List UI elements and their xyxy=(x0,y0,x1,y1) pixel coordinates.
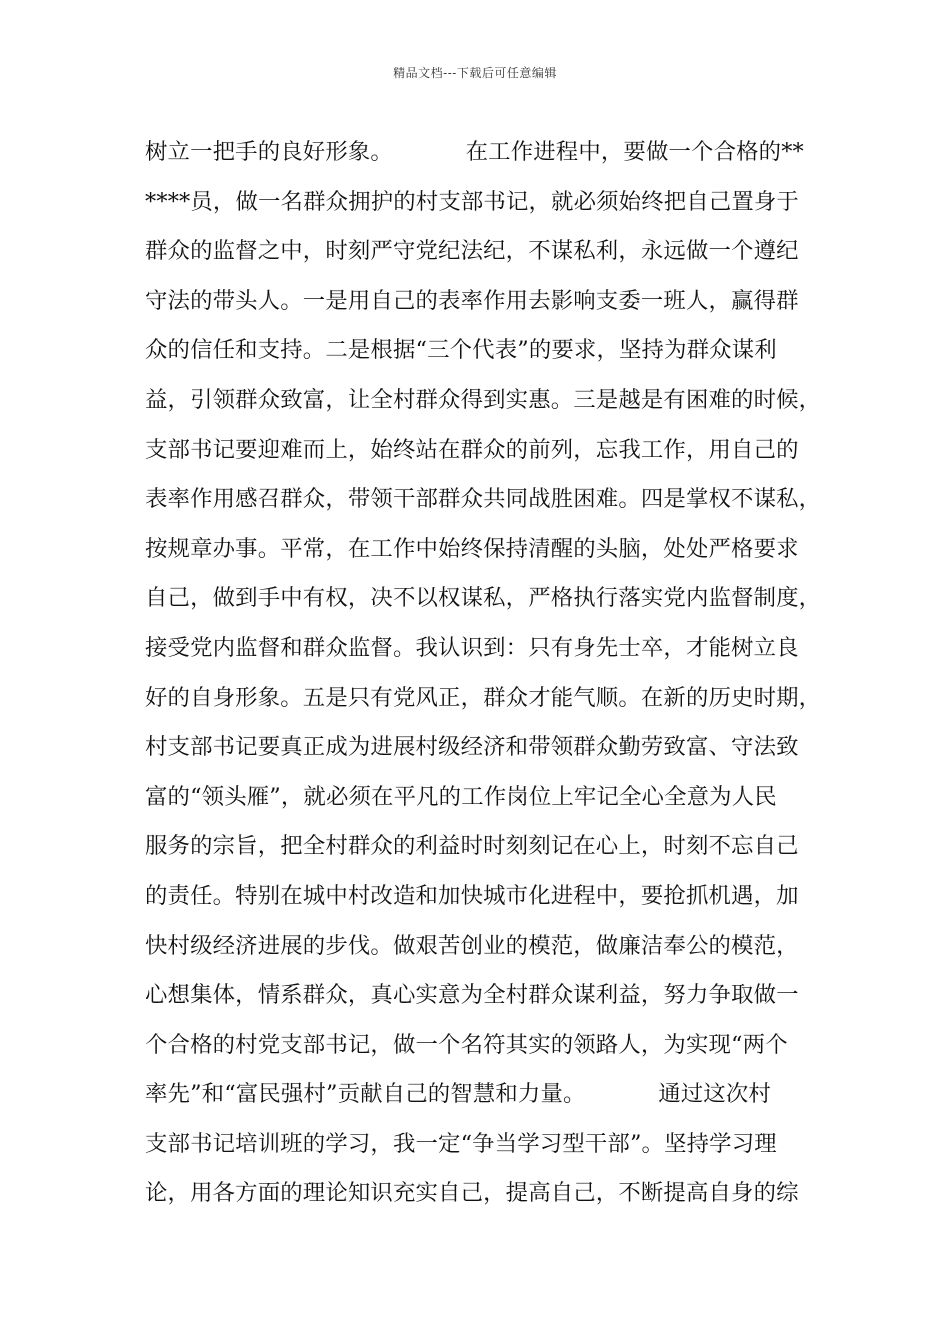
text-line: 服务的宗旨，把全村群众的利益时时刻刻记在心上，时刻不忘自己 xyxy=(145,833,799,860)
text-line: 群众的监督之中，时刻严守党纪法纪，不谋私利，永远做一个遵纪 xyxy=(145,238,799,265)
text-line: 率先”和“富民强村”贡献自己的智慧和力量。 通过这次村 xyxy=(145,1081,771,1108)
text-line: 村支部书记要真正成为进展村级经济和带领群众勤劳致富、守法致 xyxy=(145,734,799,761)
page-header: 精品文档---下载后可任意编辑 xyxy=(393,66,557,80)
text-line: 树立一把手的良好形象。 在工作进程中，要做一个合格的** xyxy=(145,139,804,165)
text-line: 自己，做到手中有权，决不以权谋私，严格执行落实党内监督制度， xyxy=(145,585,822,612)
text-line: 心想集体，情系群众，真心实意为全村群众谋利益，努力争取做一 xyxy=(145,982,799,1009)
text-line: 按规章办事。平常，在工作中始终保持清醒的头脑，处处严格要求 xyxy=(145,535,799,562)
text-line: 富的“领头雁”，就必须在平凡的工作岗位上牢记全心全意为人民 xyxy=(145,783,777,810)
text-line: 守法的带头人。一是用自己的表率作用去影响支委一班人，赢得群 xyxy=(145,287,799,314)
text-line: 支部书记要迎难而上，始终站在群众的前列，忘我工作，用自己的 xyxy=(145,436,799,463)
text-line: 好的自身形象。五是只有党风正，群众才能气顺。在新的历史时期， xyxy=(145,684,822,711)
text-line: 支部书记培训班的学习，我一定“争当学习型干部”。坚持学习理 xyxy=(145,1130,777,1157)
text-line: 快村级经济进展的步伐。做艰苦创业的模范，做廉洁奉公的模范， xyxy=(145,932,799,959)
text-line: 众的信任和支持。二是根据“三个代表”的要求，坚持为群众谋利 xyxy=(145,337,777,364)
text-line: 个合格的村党支部书记，做一个名符其实的领路人，为实现“两个 xyxy=(145,1031,788,1058)
text-line: 论，用各方面的理论知识充实自己，提高自己，不断提高自身的综 xyxy=(145,1180,799,1207)
text-line: 益，引领群众致富，让全村群众得到实惠。三是越是有困难的时候， xyxy=(145,386,822,413)
text-line: ****员，做一名群众拥护的村支部书记，就必须始终把自己置身于 xyxy=(145,188,799,215)
text-line: 接受党内监督和群众监督。我认识到：只有身先士卒，才能树立良 xyxy=(145,634,799,661)
document-body xyxy=(145,128,825,1219)
text-line: 表率作用感召群众，带领干部群众共同战胜困难。四是掌权不谋私， xyxy=(145,486,822,513)
text-line: 的责任。特别在城中村改造和加快城市化进程中，要抢抓机遇，加 xyxy=(145,882,799,909)
